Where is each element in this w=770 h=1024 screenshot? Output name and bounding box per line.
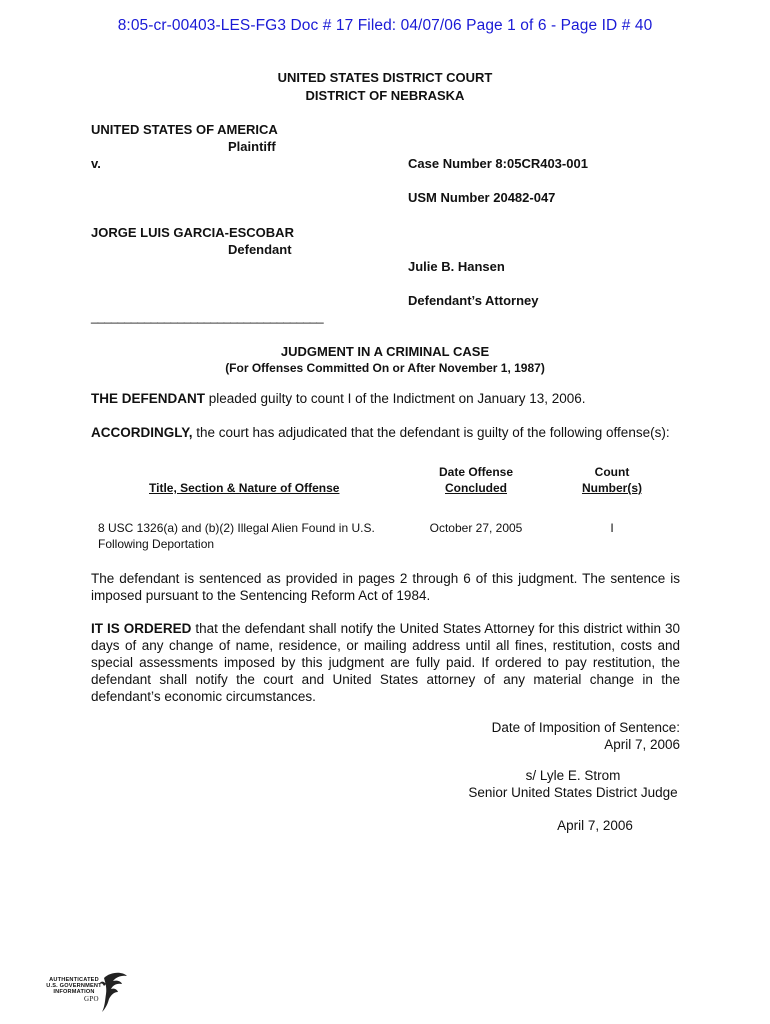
plaintiff-role: Plaintiff [228, 139, 276, 154]
gpo-line3: INFORMATION [53, 989, 95, 995]
filing-header: 8:05-cr-00403-LES-FG3 Doc # 17 Filed: 04/07/06 Page 1 of 6 - Page ID # 40 [117, 17, 653, 34]
judge-signature: s/ Lyle E. Strom [525, 768, 621, 783]
gpo-mark: GPO [84, 995, 99, 1003]
defendant-name: JORGE LUIS GARCIA-ESCOBAR [91, 225, 294, 240]
gpo-line2: U.S. GOVERNMENT [46, 983, 102, 989]
header-date-line2: Concluded [445, 481, 507, 495]
adjudication-statement [91, 425, 670, 440]
eagle-icon [100, 970, 130, 1014]
header-count-line2: Number(s) [581, 481, 642, 495]
header-offense-title: Title, Section & Nature of Offense [149, 481, 340, 495]
attorney-name: Julie B. Hansen [408, 259, 505, 274]
judgment-title: JUDGMENT IN A CRIMINAL CASE [280, 344, 490, 359]
gpo-authentication-seal [42, 970, 132, 1016]
offense-date: October 27, 2005 [429, 521, 523, 535]
order-lead: IT IS ORDERED [91, 621, 192, 636]
signature-date: April 7, 2006 [557, 818, 633, 833]
imposition-label: Date of Imposition of Sentence: [491, 720, 680, 735]
gpo-line1: AUTHENTICATED [49, 977, 99, 983]
defendant-role: Defendant [228, 242, 292, 257]
offense-description-line2: Following Deportation [98, 537, 215, 551]
offense-description-line1: 8 USC 1326(a) and (b)(2) Illegal Alien Found in U.S. [98, 521, 375, 535]
usm-number: USM Number 20482-047 [408, 190, 556, 205]
judgment-subtitle: (For Offenses Committed On or After November 1, 1987) [225, 361, 545, 375]
order-paragraph [91, 620, 680, 705]
adjudication-lead: ACCORDINGLY, [91, 425, 193, 440]
plea-rest: pleaded guilty to count I of the Indictment on January 13, 2006. [205, 391, 586, 406]
court-district: DISTRICT OF NEBRASKA [305, 88, 465, 103]
case-number: Case Number 8:05CR403-001 [408, 156, 588, 171]
attorney-role: Defendant’s Attorney [408, 293, 539, 308]
header-date-line1: Date Offense [438, 465, 514, 479]
sentence-paragraph: The defendant is sentenced as provided in pages 2 through 6 of this judgment. The sentence is imposed pursuant to the Sentencing Reform Act of 1984. [91, 571, 680, 603]
caption-rule: ___________________________________ [91, 309, 324, 324]
judge-title: Senior United States District Judge [468, 785, 678, 800]
header-count-line1: Count [594, 465, 630, 479]
adjudication-rest: the court has adjudicated that the defendant is guilty of the following offense(s): [192, 425, 670, 440]
imposition-date: April 7, 2006 [604, 737, 680, 752]
court-name: UNITED STATES DISTRICT COURT [277, 70, 493, 85]
plea-lead: THE DEFENDANT [91, 391, 205, 406]
plaintiff-name: UNITED STATES OF AMERICA [91, 122, 278, 137]
order-rest: that the defendant shall notify the United States Attorney for this district within 30 days of any change of name, residence, or mailing address until all fines, restitution, costs and special assessments imposed by this judgment are fully paid. If ordered to pay restitution, the defendant shall notify the court and United States attorney of any material change in the defendant’s economic circumstances. [91, 621, 680, 704]
versus: v. [91, 156, 101, 171]
plea-statement [91, 391, 586, 406]
offense-count: I [610, 521, 614, 535]
